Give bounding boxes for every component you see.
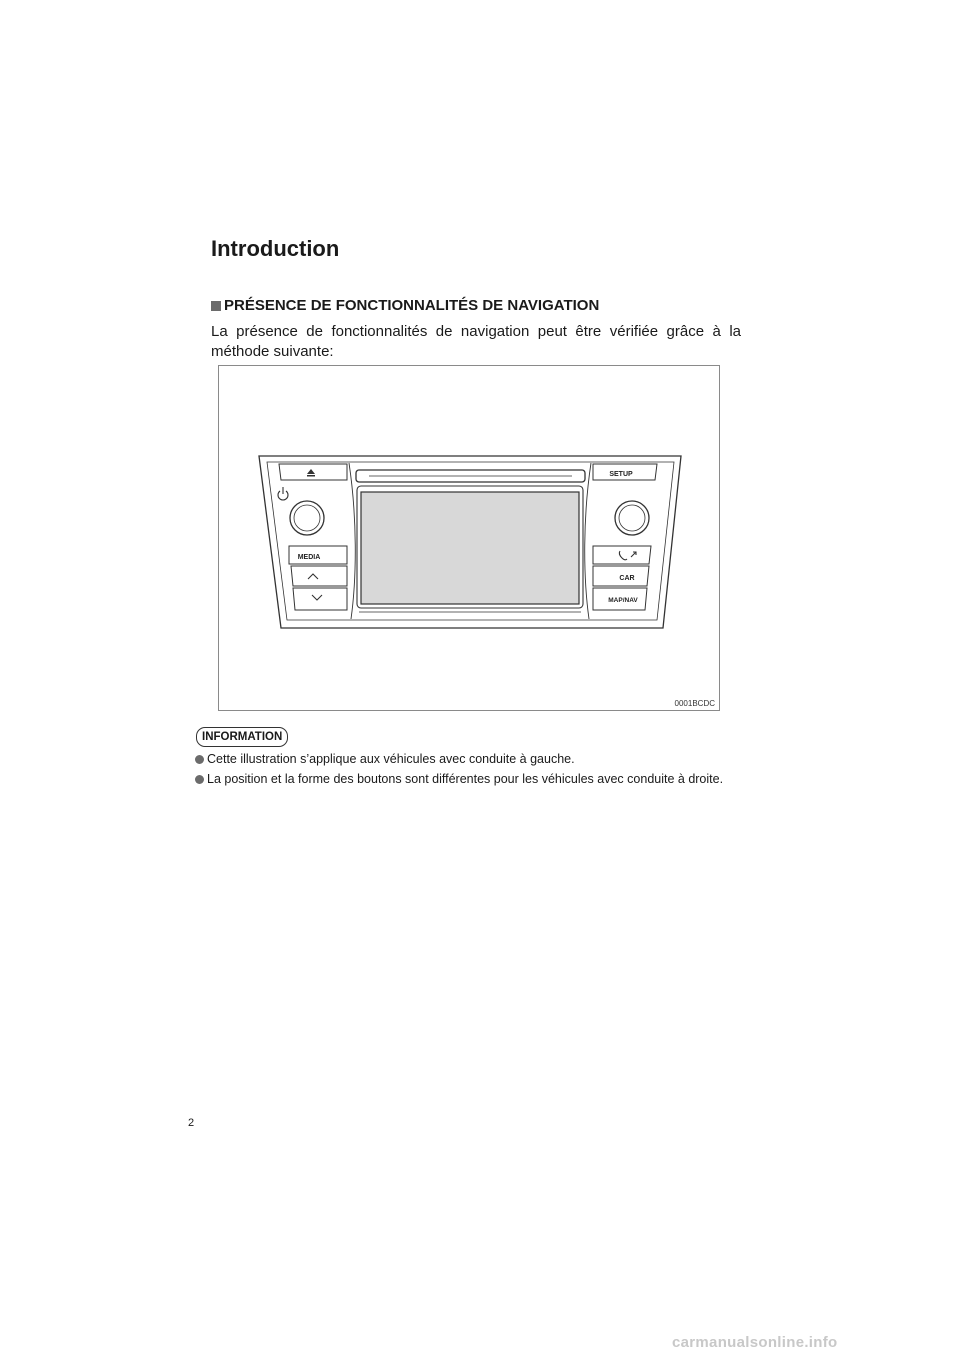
intro-paragraph: La présence de fonctionnalités de navigation peut être vérifiée grâce à la méthode suivante: — [211, 323, 741, 360]
information-item-text: La position et la forme des boutons sont différentes pour les véhicules avec conduite à droite. — [207, 772, 724, 786]
watermark[interactable]: carmanualsonline.info — [672, 1334, 838, 1351]
car-label: CAR — [619, 575, 635, 582]
phone-button — [593, 546, 651, 564]
bullet-icon — [195, 755, 204, 764]
section-heading — [211, 297, 599, 314]
tune-knob — [615, 501, 649, 535]
setup-label: SETUP — [609, 471, 633, 478]
map-nav-label: MAP/NAV — [608, 597, 638, 604]
square-bullet-icon — [211, 301, 221, 311]
bullet-icon — [195, 775, 204, 784]
list-item — [195, 772, 741, 787]
information-badge: INFORMATION — [196, 727, 288, 747]
media-label: MEDIA — [297, 554, 321, 561]
phone-icon — [619, 551, 636, 560]
list-item — [195, 752, 741, 767]
eject-icon — [307, 469, 315, 477]
figure-code: 0001BCDC — [674, 699, 715, 708]
page-title: Introduction — [211, 236, 340, 261]
tune-down-button — [293, 588, 347, 610]
head-unit-drawing — [219, 366, 721, 712]
tune-up-button — [291, 566, 347, 586]
information-item-text: Cette illustration s’applique aux véhicules avec conduite à gauche. — [207, 752, 575, 766]
page-number: 2 — [188, 1117, 195, 1129]
power-icon — [278, 487, 288, 500]
volume-knob — [290, 501, 324, 535]
chevron-up-icon — [308, 574, 318, 579]
chevron-down-icon — [312, 595, 322, 600]
information-list — [195, 752, 741, 792]
head-unit-illustration — [218, 365, 720, 711]
touch-screen — [361, 492, 579, 604]
section-heading-text: PRÉSENCE DE FONCTIONNALITÉS DE NAVIGATION — [224, 297, 600, 314]
